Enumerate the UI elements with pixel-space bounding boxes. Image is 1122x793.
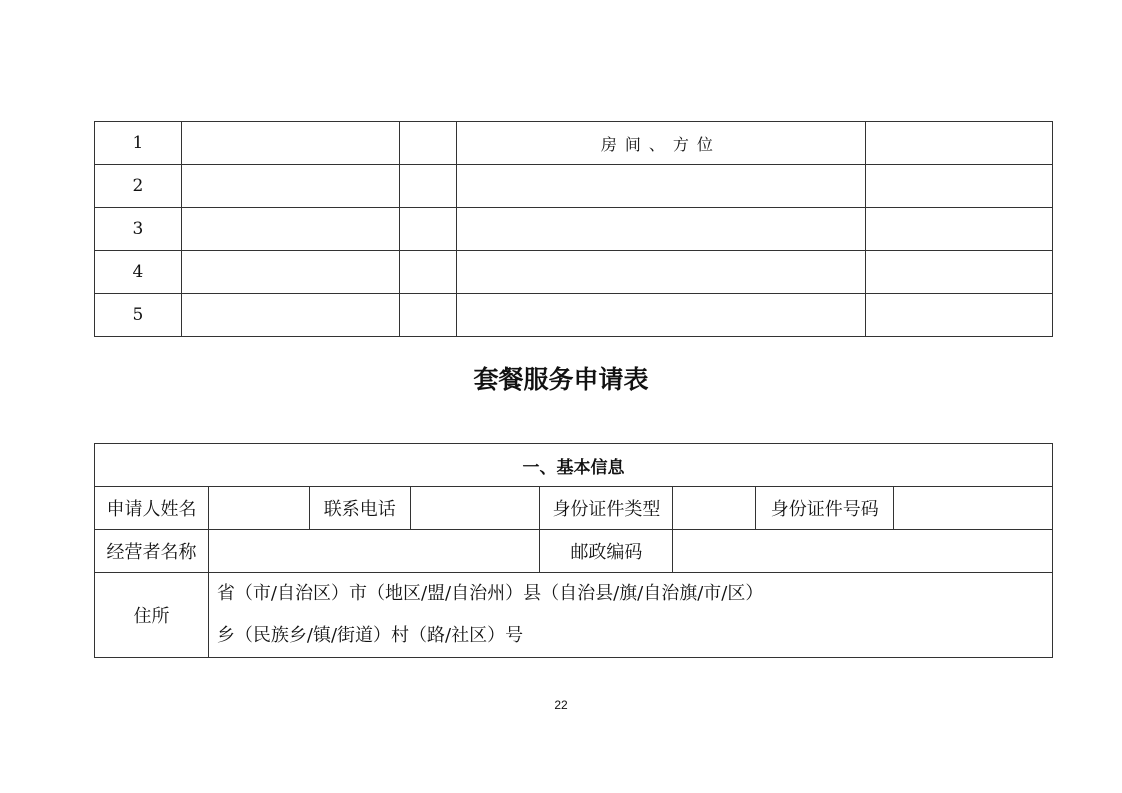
table-cell <box>181 294 399 337</box>
table-cell <box>399 251 456 294</box>
contact-phone-label: 联系电话 <box>309 487 410 530</box>
address-line-1: 省（市/自治区）市（地区/盟/自治州）县（自治县/旗/自治旗/市/区） <box>216 583 764 604</box>
table-row <box>95 573 1053 658</box>
table-row <box>95 122 1053 165</box>
postal-code-label: 邮政编码 <box>540 530 673 573</box>
operator-name-field[interactable] <box>208 530 540 573</box>
table-row <box>95 487 1053 530</box>
table-cell <box>866 165 1053 208</box>
page-number: 22 <box>554 698 568 712</box>
table-cell <box>181 208 399 251</box>
address-label: 住所 <box>95 573 209 658</box>
table-cell <box>399 294 456 337</box>
table-row <box>95 251 1053 294</box>
table-cell <box>866 251 1053 294</box>
table-cell <box>399 208 456 251</box>
address-line-2: 乡（民族乡/镇/街道）村（路/社区）号 <box>216 625 524 646</box>
application-form-table <box>94 443 1053 658</box>
id-type-field[interactable] <box>673 487 756 530</box>
room-direction-cell <box>456 294 866 337</box>
row-number-cell: 5 <box>95 294 182 337</box>
row-number-cell: 1 <box>95 122 182 165</box>
table-cell <box>399 122 456 165</box>
room-direction-cell <box>456 208 866 251</box>
room-direction-cell <box>456 165 866 208</box>
room-direction-cell <box>456 251 866 294</box>
table-cell <box>181 251 399 294</box>
row-number-cell: 2 <box>95 165 182 208</box>
form-title: 套餐服务申请表 <box>473 365 649 394</box>
row-number-cell: 4 <box>95 251 182 294</box>
table-row <box>95 165 1053 208</box>
table-cell <box>399 165 456 208</box>
table-cell <box>181 165 399 208</box>
row-number-cell: 3 <box>95 208 182 251</box>
table-row <box>95 208 1053 251</box>
room-list-table <box>94 121 1053 337</box>
id-number-field[interactable] <box>894 487 1053 530</box>
room-direction-cell: 房间、方位 <box>456 122 866 165</box>
table-cell <box>866 294 1053 337</box>
id-type-label: 身份证件类型 <box>540 487 673 530</box>
section-row <box>95 444 1053 487</box>
applicant-name-field[interactable] <box>208 487 309 530</box>
table-row <box>95 530 1053 573</box>
postal-code-field[interactable] <box>673 530 1053 573</box>
table-cell <box>866 122 1053 165</box>
table-cell <box>181 122 399 165</box>
section-basic-info-header: 一、基本信息 <box>95 444 1053 487</box>
contact-phone-field[interactable] <box>410 487 540 530</box>
id-number-label: 身份证件号码 <box>756 487 894 530</box>
address-field[interactable] <box>208 573 1052 658</box>
applicant-name-label: 申请人姓名 <box>95 487 209 530</box>
table-cell <box>866 208 1053 251</box>
table-row <box>95 294 1053 337</box>
operator-name-label: 经营者名称 <box>95 530 209 573</box>
